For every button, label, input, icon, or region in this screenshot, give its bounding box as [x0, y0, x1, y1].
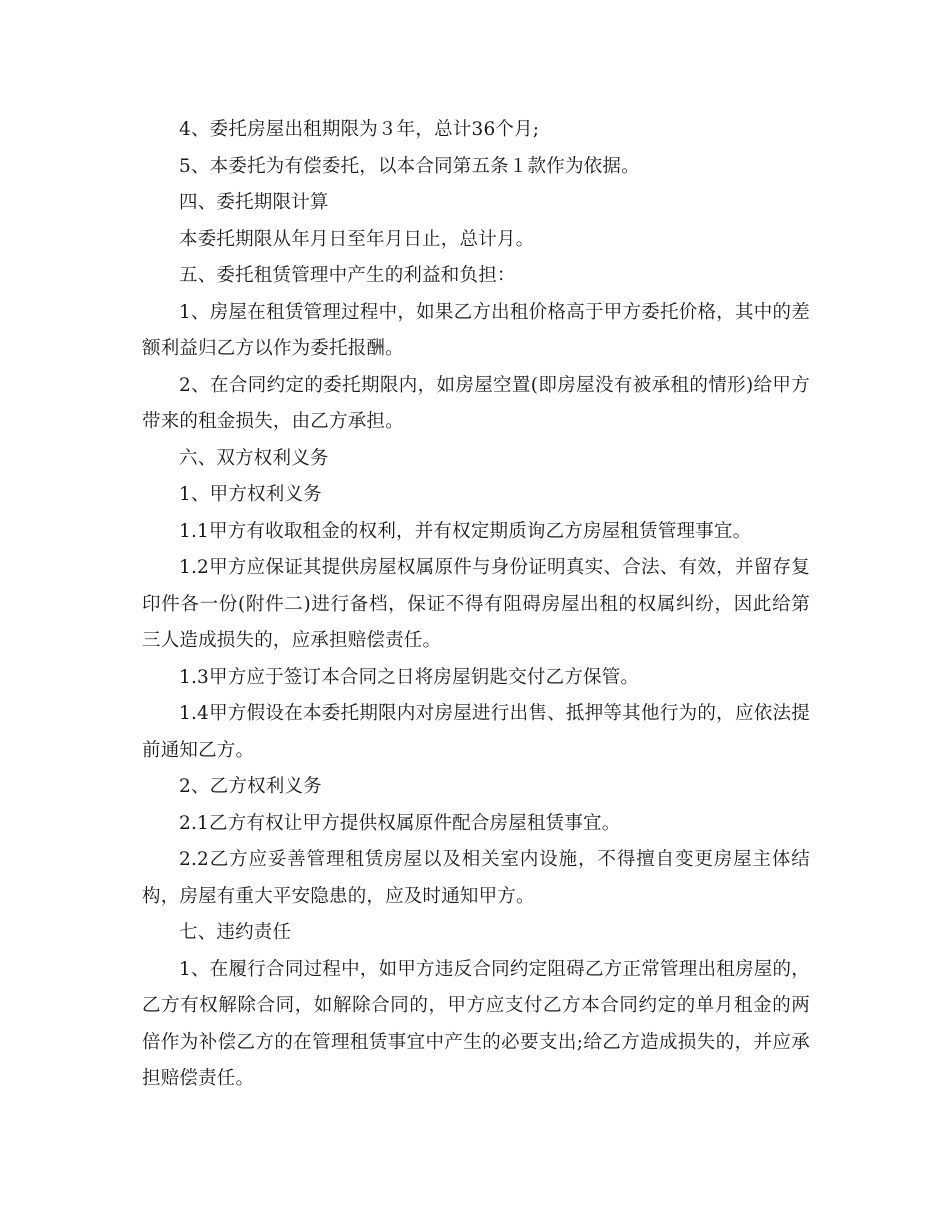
paragraph-term-dates: 本委托期限从年月日至年月日止，总计月。 [179, 228, 535, 250]
paragraph-term-duration: 4、委托房屋出租期限为３年，总计36个月; [179, 119, 540, 140]
paragraph-vacancy-loss: 2、在合同约定的委托期限内，如房屋空置(即房屋没有被承租的情形)给甲方带来的租金损失，由乙方承担。 [142, 374, 810, 432]
clause-1-4: 1.4甲方假设在本委托期限内对房屋进行出售、抵押等其他行为的，应依法提前通知乙方。 [142, 703, 810, 761]
section-heading-liability: 七、违约责任 [179, 922, 292, 943]
clause-2-1: 2.1乙方有权让甲方提供权属原件配合房屋租赁事宜。 [179, 812, 621, 834]
clause-1-2: 1.2甲方应保证其提供房屋权属原件与身份证明真实、合法、有效，并留存复印件各一份(附件二)进行备档，保证不得有阻碍房屋出租的权属纠纷，因此给第三人造成损失的，应承担赔偿责任。 [142, 557, 810, 651]
section-heading-rights-obligations: 六、双方权利义务 [179, 447, 329, 469]
contract-page [142, 112, 810, 1098]
section-heading-benefits-burdens: 五、委托租赁管理中产生的利益和负担： [179, 265, 516, 286]
paragraph-price-difference: 1、房屋在租赁管理过程中，如果乙方出租价格高于甲方委托价格，其中的差额利益归乙方以作为委托报酬。 [142, 301, 810, 359]
section-heading-term-calculation: 四、委托期限计算 [179, 192, 329, 213]
paragraph-breach-party-a: 1、在履行合同过程中，如甲方违反合同约定阻碍乙方正常管理出租房屋的，乙方有权解除合同，如解除合同的，甲方应支付乙方本合同约定的单月租金的两倍作为补偿乙方的在管理租赁事宜中产生的必要支出;给乙方造成损失的，并应承担赔偿责任。 [142, 958, 810, 1089]
clause-1-3: 1.3甲方应于签订本合同之日将房屋钥匙交付乙方保管。 [179, 666, 640, 688]
subheading-party-a-rights: 1、甲方权利义务 [179, 484, 322, 505]
paragraph-paid-commission: 5、本委托为有偿委托，以本合同第五条１款作为依据。 [179, 155, 640, 177]
clause-2-2: 2.2乙方应妥善管理租赁房屋以及相关室内设施，不得擅自变更房屋主体结构，房屋有重大平安隐患的，应及时通知甲方。 [142, 849, 810, 907]
subheading-party-b-rights: 2、乙方权利义务 [179, 776, 322, 797]
clause-1-1: 1.1甲方有收取租金的权利，并有权定期质询乙方房屋租赁管理事宜。 [179, 520, 752, 542]
